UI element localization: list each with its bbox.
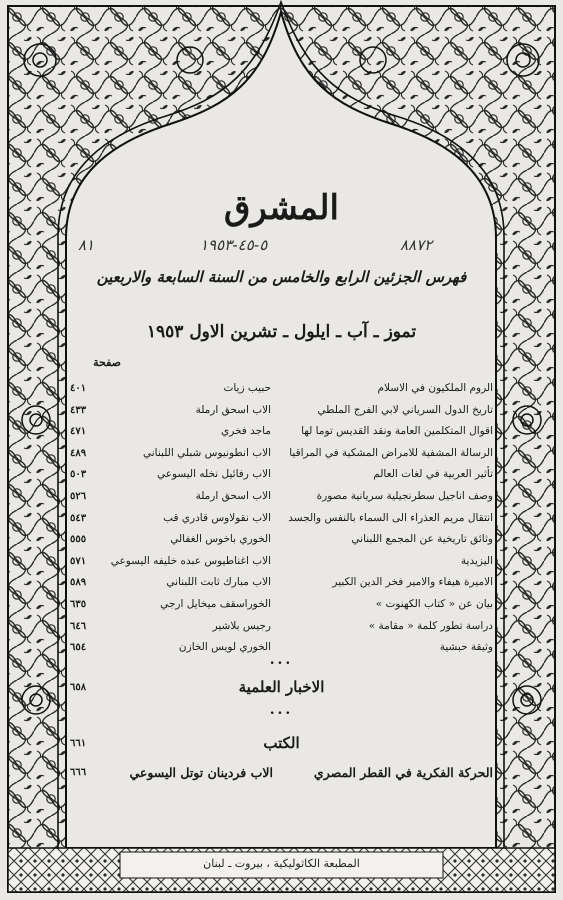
separator-dots: ... [269, 702, 294, 718]
entry-page: ٦٤٦ [70, 620, 87, 632]
entry-title: الروم الملكيون في الاسلام [377, 382, 493, 394]
section-books-title: الكتب [263, 734, 300, 752]
printer-footer: المطبعة الكاثوليكية ، بيروت ـ لبنان [203, 857, 360, 870]
section-news-page: ٦٥٨ [70, 682, 87, 693]
entry-title: الاميرة هيفاء والامير فخر الدين الكبير [332, 576, 493, 589]
entry-page: ٥٨٩ [70, 577, 87, 589]
entry-author: الخوري باخوس الغفالي [170, 533, 271, 546]
entry-page: ٤٣٣ [70, 404, 87, 416]
entry-page: ٥٢٦ [70, 490, 87, 502]
separator-dots: ... [269, 652, 294, 668]
entry-page: ٥٤٣ [70, 512, 87, 524]
entries-list [70, 378, 493, 659]
list-item [70, 443, 493, 465]
list-item [70, 594, 493, 616]
entry-author: ماجد فخري [221, 425, 271, 438]
entry-title: بيان عن « كتاب الكهنوت » [375, 597, 493, 610]
entry-title: اليزيدية [460, 554, 493, 567]
entry-page: ٦٣٥ [70, 598, 87, 610]
entry-page: ٥٧١ [70, 555, 87, 567]
journal-title: المشرق [224, 188, 339, 228]
book-entry-author: الاب فردينان توتل اليسوعي [129, 765, 273, 780]
entry-author: الخوري لويس الخازن [178, 641, 271, 654]
book-entry-title: الحركة الفكرية في القطر المصري [313, 765, 493, 780]
list-item [70, 400, 493, 422]
list-item [70, 572, 493, 594]
book-entry-page: ٦٦٦ [70, 767, 87, 778]
index-subtitle: فهرس الجزئين الرابع والخامس من السنة السابعة والاربعين [96, 268, 467, 286]
list-item [70, 616, 493, 638]
list-item [70, 508, 493, 530]
entry-page: ٤٧١ [70, 426, 87, 438]
entry-page: ٥٠٣ [70, 469, 87, 481]
handwritten-note-right: ٨٨٧٢ [400, 236, 433, 254]
entry-title: اقوال المتكلمين العامة ونقد القديس توما لها [301, 425, 493, 438]
section-news-title: الاخبار العلمية [238, 678, 325, 696]
list-item [70, 378, 493, 400]
list-item [70, 421, 493, 443]
list-item [70, 464, 493, 486]
handwritten-note-left: ٨١ [78, 236, 95, 254]
entry-author: الخوراسقف ميخايل ارجي [160, 597, 271, 610]
entry-page: ٦٥٤ [70, 642, 87, 654]
page-column-label: صفحة [93, 356, 121, 369]
entry-author: الاب اسحق ارملة [195, 403, 271, 416]
entry-author: الاب اغناطيوس عبده خليفه اليسوعي [110, 554, 271, 567]
entry-title: انتقال مريم العذراء الى السماء بالنفس والجسد [288, 511, 493, 524]
entry-title: وثائق تاريخية عن المجمع اللبناني [351, 533, 493, 546]
entry-author: الاب رفائيل نخله اليسوعي [156, 468, 271, 481]
entry-author: الاب انطونيوس شبلي اللبناني [142, 446, 271, 459]
entry-title: وصف اناجيل سطرنجيلية سريانية مصورة [316, 489, 493, 502]
entry-author: الاب مبارك ثابت اللبناني [166, 576, 271, 589]
book-entry [70, 765, 493, 789]
list-item [70, 486, 493, 508]
entry-title: وثيقة حبشية [439, 641, 493, 654]
entry-page: ٤٨٩ [70, 447, 87, 459]
list-item [70, 529, 493, 551]
entry-title: تاريخ الدول السرياني لابي الفرج الملطي [317, 403, 493, 416]
contents-panel [70, 0, 493, 900]
entry-author: الاب اسحق ارملة [195, 489, 271, 502]
entry-title: دراسة تطور كلمة « مقامة » [368, 619, 493, 632]
entry-page: ٤٠١ [70, 383, 87, 394]
section-books-page: ٦٦١ [70, 738, 87, 749]
entry-author: الاب نقولاوس قادري قب [163, 511, 271, 524]
entry-title: تأثير العربية في لغات العالم [373, 468, 493, 481]
entry-author: رجيس بلاشير [212, 619, 271, 632]
handwritten-note-mid: ٥-٤٥-١٩٥٣ [200, 236, 268, 254]
list-item [70, 551, 493, 573]
entry-page: ٥٥٥ [70, 534, 87, 546]
entry-title: الرسالة المشفية للامراض المشكية في المراقيا [289, 446, 493, 459]
issue-dates: تموز ـ آب ـ ايلول ـ تشرين الاول ١٩٥٣ [146, 322, 417, 342]
entry-author: حبيب زيات [223, 382, 271, 394]
